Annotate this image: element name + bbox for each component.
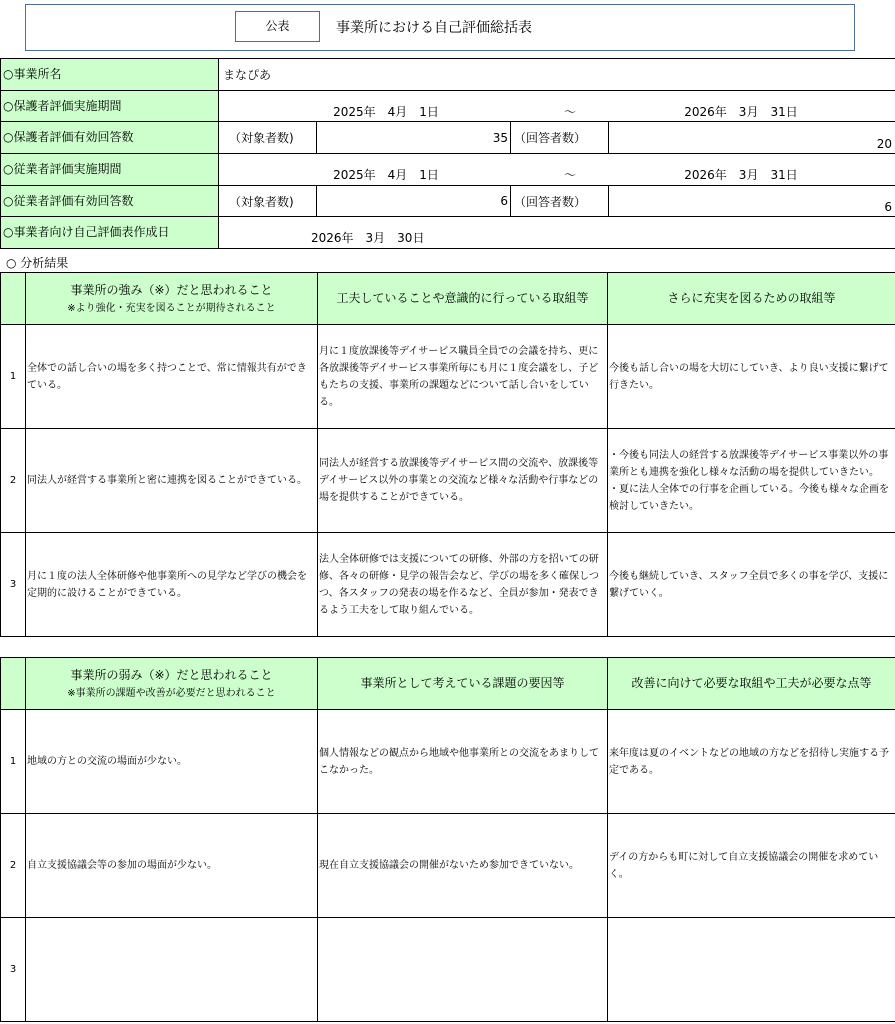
strengths-col1-subtitle: ※より強化・充実を図ることが期待されること [67,302,276,314]
weaknesses-col3-header: 改善に向けて必要な取組や工夫が必要な点等 [608,658,895,710]
table-row [1,325,895,429]
table-row [1,710,895,814]
strengths-table [0,272,895,637]
weaknesses-col2-header: 事業所として考えている課題の要因等 [318,658,608,710]
table-row [1,918,895,1022]
strengths-index-header [1,273,26,325]
staff-target-label: （対象者数) [219,185,317,217]
strength-improvement-text: 今後も継続していき、スタッフ全員で多くの事を学び、支援に繋げていく。 [608,533,895,637]
guardian-period-end: 2026年 3月 31日 [684,104,798,119]
weakness-cause-text: 個人情報などの観点から地域や他事業所との交流をあまりしてこなかった。 [318,710,608,814]
weakness-improvement-text: デイの方からも町に対して自立支援協議会の開催を求めていく。 [608,814,895,918]
office-name-value: まなぴあ [219,59,895,91]
staff-answered-label: （回答者数） [511,185,609,217]
publish-label: 公表 [235,11,320,42]
weaknesses-index-header [1,658,26,710]
row-number: 3 [1,533,26,637]
weaknesses-table [0,657,895,1022]
staff-period-start: 2025年 4月 1日 [333,167,439,182]
strength-text: 同法人が経営する事業所と密に連携を図ることができている。 [26,429,318,533]
staff-answered-value: 6 [609,185,895,217]
strength-effort-text: 月に１度放課後等デイサービス職員全員での会議を持ち、更に各放課後等デイサービス事業所毎にも月に１度会議をし、子どもたちの支援、事業所の課題などについて話し合いをしている。 [318,325,608,429]
strength-effort-text: 同法人が経営する放課後等デイサービス間の交流や、放課後等デイサービス以外の事業との交流など様々な活動や行事などの場を提供することができている。 [318,429,608,533]
row-number: 1 [1,710,26,814]
guardian-target-label: （対象者数) [219,122,317,154]
guardian-period-label: ○保護者評価実施期間 [1,90,219,122]
table-row [1,814,895,918]
guardian-period-separator: ～ [563,104,576,119]
weaknesses-col1-header [26,658,318,710]
strengths-col1-header [26,273,318,325]
strengths-col3-header: さらに充実を図るための取組等 [608,273,895,325]
created-date-label: ○事業者向け自己評価表作成日 [1,217,219,249]
created-date-value: 2026年 3月 30日 [219,217,895,249]
office-info-table [0,58,895,249]
staff-period-separator: ～ [563,167,576,182]
staff-period-label: ○従業者評価実施期間 [1,154,219,186]
staff-target-value: 6 [317,185,511,217]
strength-improvement-text: 今後も話し合いの場を大切にしていき、より良い支援に繋げて行きたい。 [608,325,895,429]
table-row [1,429,895,533]
guardian-answers-label: ○保護者評価有効回答数 [1,122,219,154]
guardian-answered-label: （回答者数） [511,122,609,154]
strengths-col1-title: 事業所の強み（※）だと思われること [70,283,273,298]
analysis-heading: ○ 分析結果 [6,256,69,270]
weakness-text: 自立支援協議会等の参加の場面が少ない。 [26,814,318,918]
weakness-cause-text [318,918,608,1022]
table-row [1,533,895,637]
strengths-col2-header: 工夫していることや意識的に行っている取組等 [318,273,608,325]
weakness-text: 地域の方との交流の場面が少ない。 [26,710,318,814]
weakness-improvement-text: 来年度は夏のイベントなどの地域の方などを招待し実施する予定である。 [608,710,895,814]
guardian-target-value: 35 [317,122,511,154]
document-header [25,4,855,51]
guardian-answered-value: 20 [609,122,895,154]
staff-answers-label: ○従業者評価有効回答数 [1,185,219,217]
weakness-text [26,918,318,1022]
weakness-cause-text: 現在自立支援協議会の開催がないため参加できていない。 [318,814,608,918]
row-number: 3 [1,918,26,1022]
strength-effort-text: 法人全体研修では支援についての研修、外部の方を招いての研修、各々の研修・見学の報告会など、学びの場を多く確保しつつ、各スタッフの発表の場を作るなど、全員が参加・発表できるよう工夫をして取り組んでいる。 [318,533,608,637]
weaknesses-col1-title: 事業所の弱み（※）だと思われること [70,668,273,683]
office-name-label: ○事業所名 [1,59,219,91]
strength-text: 全体での話し合いの場を多く持つことで、常に情報共有ができている。 [26,325,318,429]
row-number: 2 [1,814,26,918]
row-number: 1 [1,325,26,429]
weaknesses-col1-subtitle: ※事業所の課題や改善が必要だと思われること [67,687,276,699]
row-number: 2 [1,429,26,533]
weakness-improvement-text [608,918,895,1022]
staff-period-end: 2026年 3月 31日 [684,167,798,182]
guardian-period-start: 2025年 4月 1日 [333,104,439,119]
document-title: 事業所における自己評価総括表 [336,20,532,36]
strength-text: 月に１度の法人全体研修や他事業所への見学など学びの機会を定期的に設けることができている。 [26,533,318,637]
strength-improvement-text: ・今後も同法人の経営する放課後等デイサービス事業以外の事業所とも連携を強化し様々な活動の場を提供していきたい。 ・夏に法人全体での行事を企画している。今後も様々な企画を検討していきたい。 [608,429,895,533]
